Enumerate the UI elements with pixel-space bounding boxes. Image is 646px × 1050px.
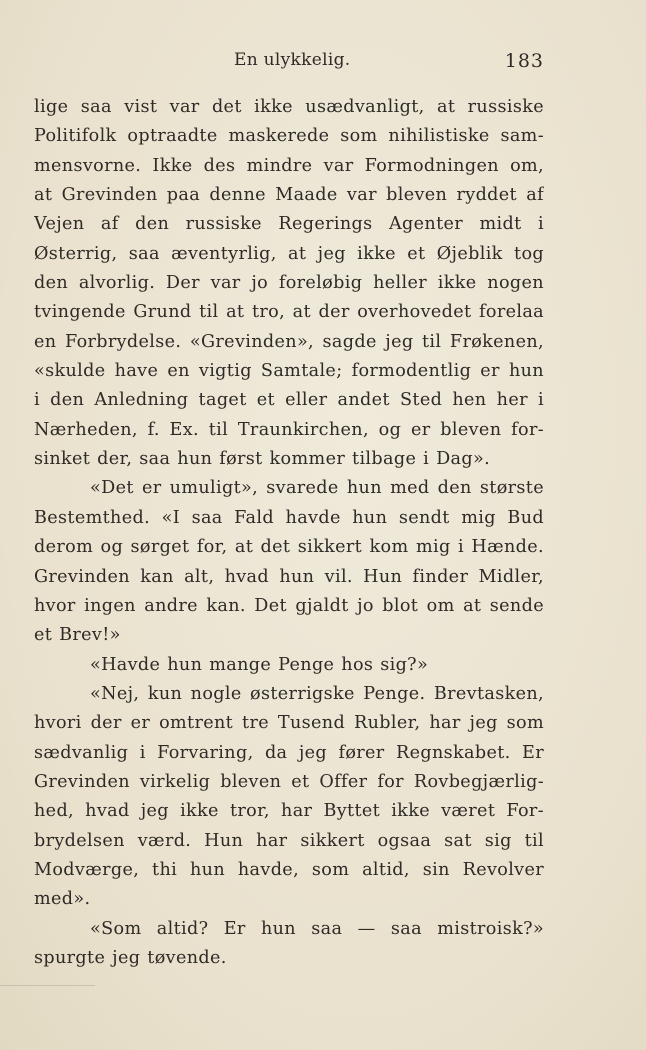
text-line: med». [34, 889, 91, 910]
text-line: Grevinden kan alt, hvad hun vil. Hun finder Midler, [34, 566, 544, 587]
text-line: «Nej, kun nogle østerrigske Penge. Brevtasken, [90, 683, 544, 704]
text-line: i den Anledning taget et eller andet Sted hen her i [34, 390, 544, 411]
page-header [34, 50, 544, 76]
text-line: «Som altid? Er hun saa — saa mistroisk?» [90, 918, 544, 939]
text-line: hed, hvad jeg ikke tror, har Byttet ikke været For- [34, 801, 544, 822]
text-line: spurgte jeg tøvende. [34, 947, 227, 968]
text-line: Vejen af den russiske Regerings Agenter midt i [34, 214, 544, 235]
text-line: «skulde have en vigtig Samtale; formodentlig er hun [34, 361, 544, 382]
text-line: Bestemthed. «I saa Fald havde hun sendt mig Bud [34, 507, 544, 528]
body-text [34, 93, 544, 973]
text-line: derom og sørget for, at det sikkert kom mig i Hænde. [34, 537, 544, 558]
text-line: «Det er umuligt», svarede hun med den største [90, 478, 544, 499]
text-line: Politifolk optraadte maskerede som nihilistiske sam- [34, 126, 544, 147]
text-line: en Forbrydelse. «Grevinden», sagde jeg til Frøkenen, [34, 331, 544, 352]
text-line: den alvorlig. Der var jo foreløbig heller ikke nogen [34, 273, 544, 294]
text-line: brydelsen værd. Hun har sikkert ogsaa sat sig til [34, 830, 544, 851]
text-line: hvor ingen andre kan. Det gjaldt jo blot om at sende [34, 595, 544, 616]
page-edge-mark [0, 985, 95, 1016]
text-line: lige saa vist var det ikke usædvanligt, at russiske [34, 97, 544, 117]
text-line: Modværge, thi hun havde, som altid, sin Revolver [34, 859, 544, 880]
text-line: et Brev!» [34, 625, 121, 646]
text-line: Østerrig, saa æventyrlig, at jeg ikke et Øjeblik tog [34, 243, 544, 264]
running-title: En ulykkelig. [234, 50, 351, 70]
text-line: sinket der, saa hun først kommer tilbage i Dag». [34, 449, 491, 470]
text-line: at Grevinden paa denne Maade var bleven ryddet af [34, 185, 544, 206]
text-line: mensvorne. Ikke des mindre var Formodningen om, [34, 155, 544, 176]
text-line: tvingende Grund til at tro, at der overhovedet forelaa [34, 302, 544, 323]
text-line: Grevinden virkelig bleven et Offer for Rovbegjærlig- [34, 771, 544, 792]
text-line: Nærheden, f. Ex. til Traunkirchen, og er bleven for- [34, 419, 544, 440]
text-line: «Havde hun mange Penge hos sig?» [90, 654, 429, 675]
text-line: hvori der er omtrent tre Tusend Rubler, har jeg som [34, 713, 544, 734]
text-line: sædvanlig i Forvaring, da jeg fører Regnskabet. Er [34, 742, 544, 763]
page-number: 183 [504, 50, 544, 72]
